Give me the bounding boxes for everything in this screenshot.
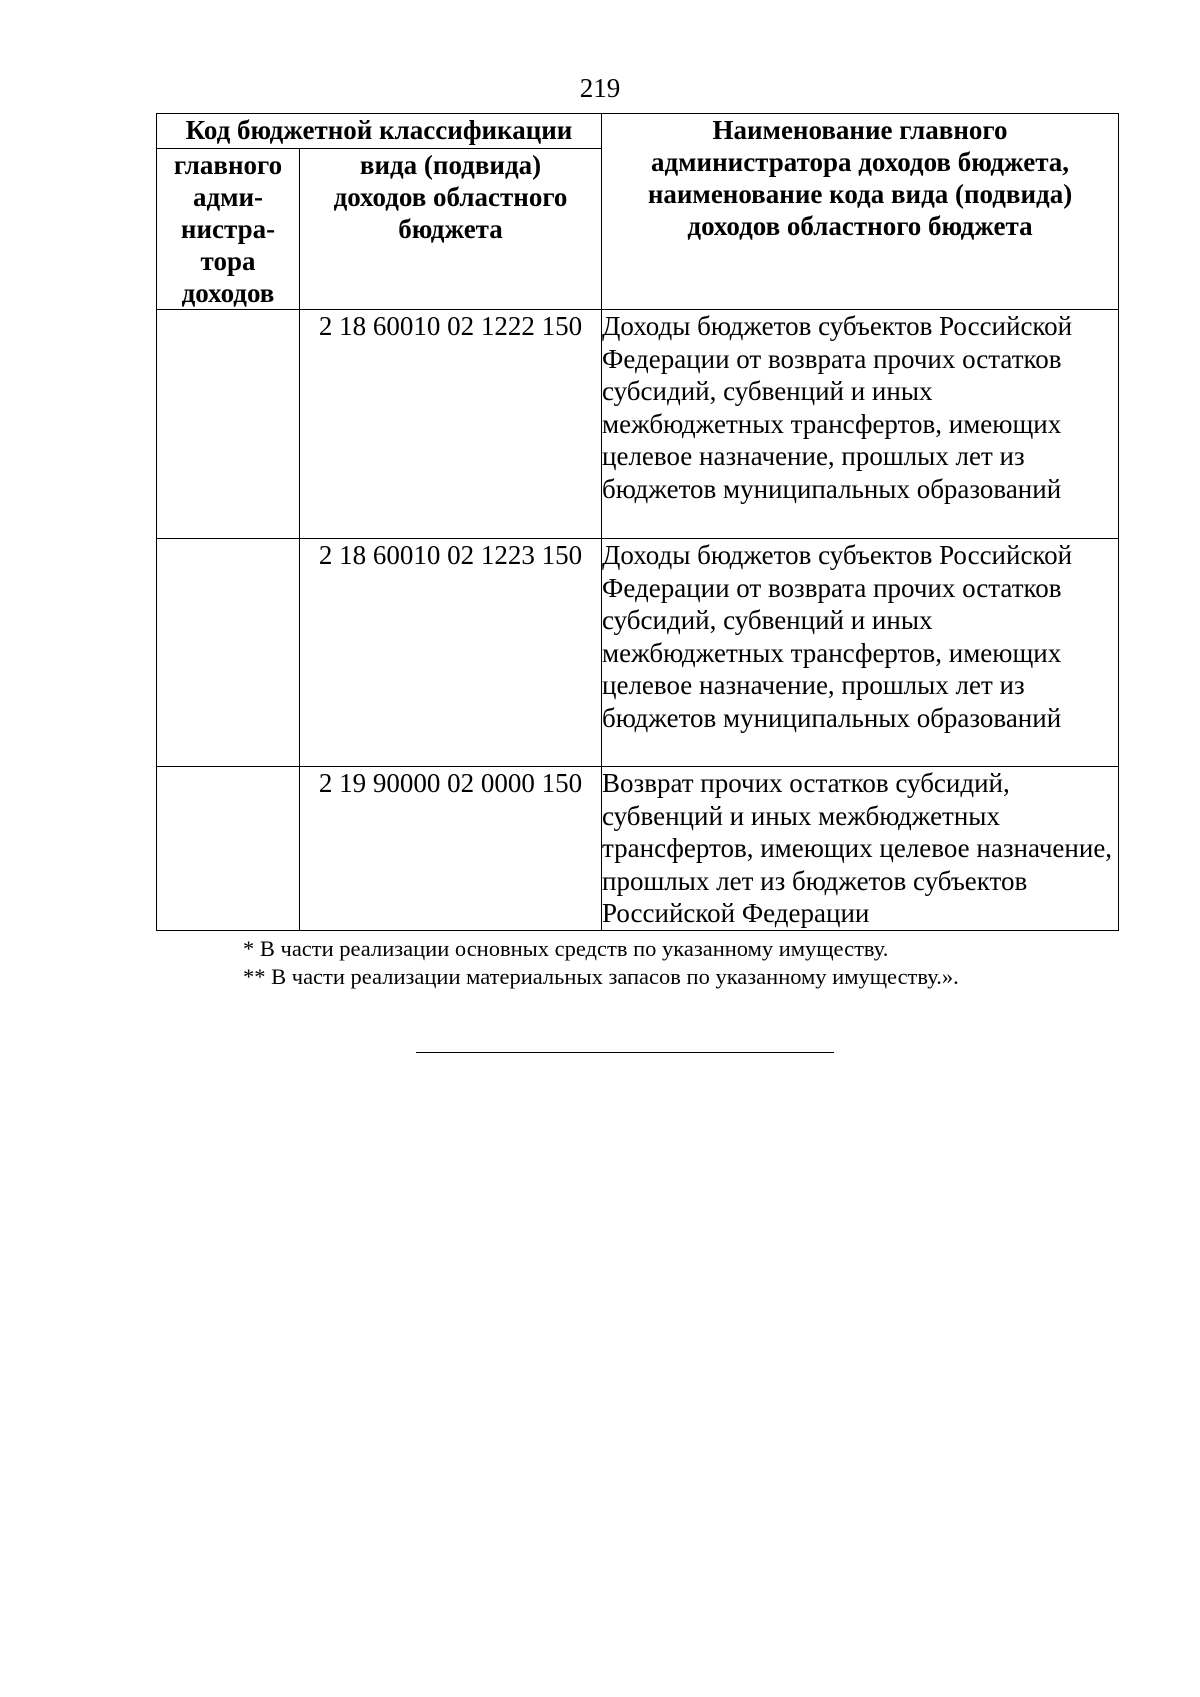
header-budget-classification-code: Код бюджетной классификации [157,114,602,149]
cell-income-name: Доходы бюджетов субъектов Российской Федерации от возврата прочих остатков субсидий, субвенций и иных межбюджетных трансфертов, имеющих целевое назначение, прошлых лет из бюджетов муниципальных образований [602,539,1119,767]
header-administrator-name-text: Наименование главного администратора доходов бюджета, наименование кода вида (подвида) доходов областного бюджета [647,115,1073,241]
cell-income-code: 2 19 90000 02 0000 150 [300,767,602,931]
table-row [157,539,1119,767]
cell-income-name: Доходы бюджетов субъектов Российской Федерации от возврата прочих остатков субсидий, субвенций и иных межбюджетных трансфертов, имеющих целевое назначение, прошлых лет из бюджетов муниципальных образований [602,310,1119,539]
table-row [157,310,1119,539]
table-row [157,767,1119,931]
cell-admin [157,767,300,931]
footnote-material-stocks: ** В части реализации материальных запасов по указанному имуществу.». [243,964,959,989]
budget-classification-table [156,113,1119,931]
header-main-administrator [157,149,300,310]
footnotes [243,935,959,991]
header-main-administrator-text: главного адми-нистра-тора доходов [173,150,283,308]
header-income-kind-text: вида (подвида) доходов областного бюджета [333,150,568,244]
table-header-row [157,114,1119,149]
header-administrator-name [602,114,1119,310]
page-number: 219 [579,73,621,103]
footnote-fixed-assets: * В части реализации основных средств по указанному имуществу. [243,936,889,961]
header-income-kind [300,149,602,310]
cell-admin [157,539,300,767]
cell-admin [157,310,300,539]
end-of-document-rule [416,1052,834,1053]
cell-income-code: 2 18 60010 02 1223 150 [300,539,602,767]
cell-income-code: 2 18 60010 02 1222 150 [300,310,602,539]
cell-income-name: Возврат прочих остатков субсидий, субвенций и иных межбюджетных трансфертов, имеющих целевое назначение, прошлых лет из бюджетов субъектов Российской Федерации [602,767,1119,931]
